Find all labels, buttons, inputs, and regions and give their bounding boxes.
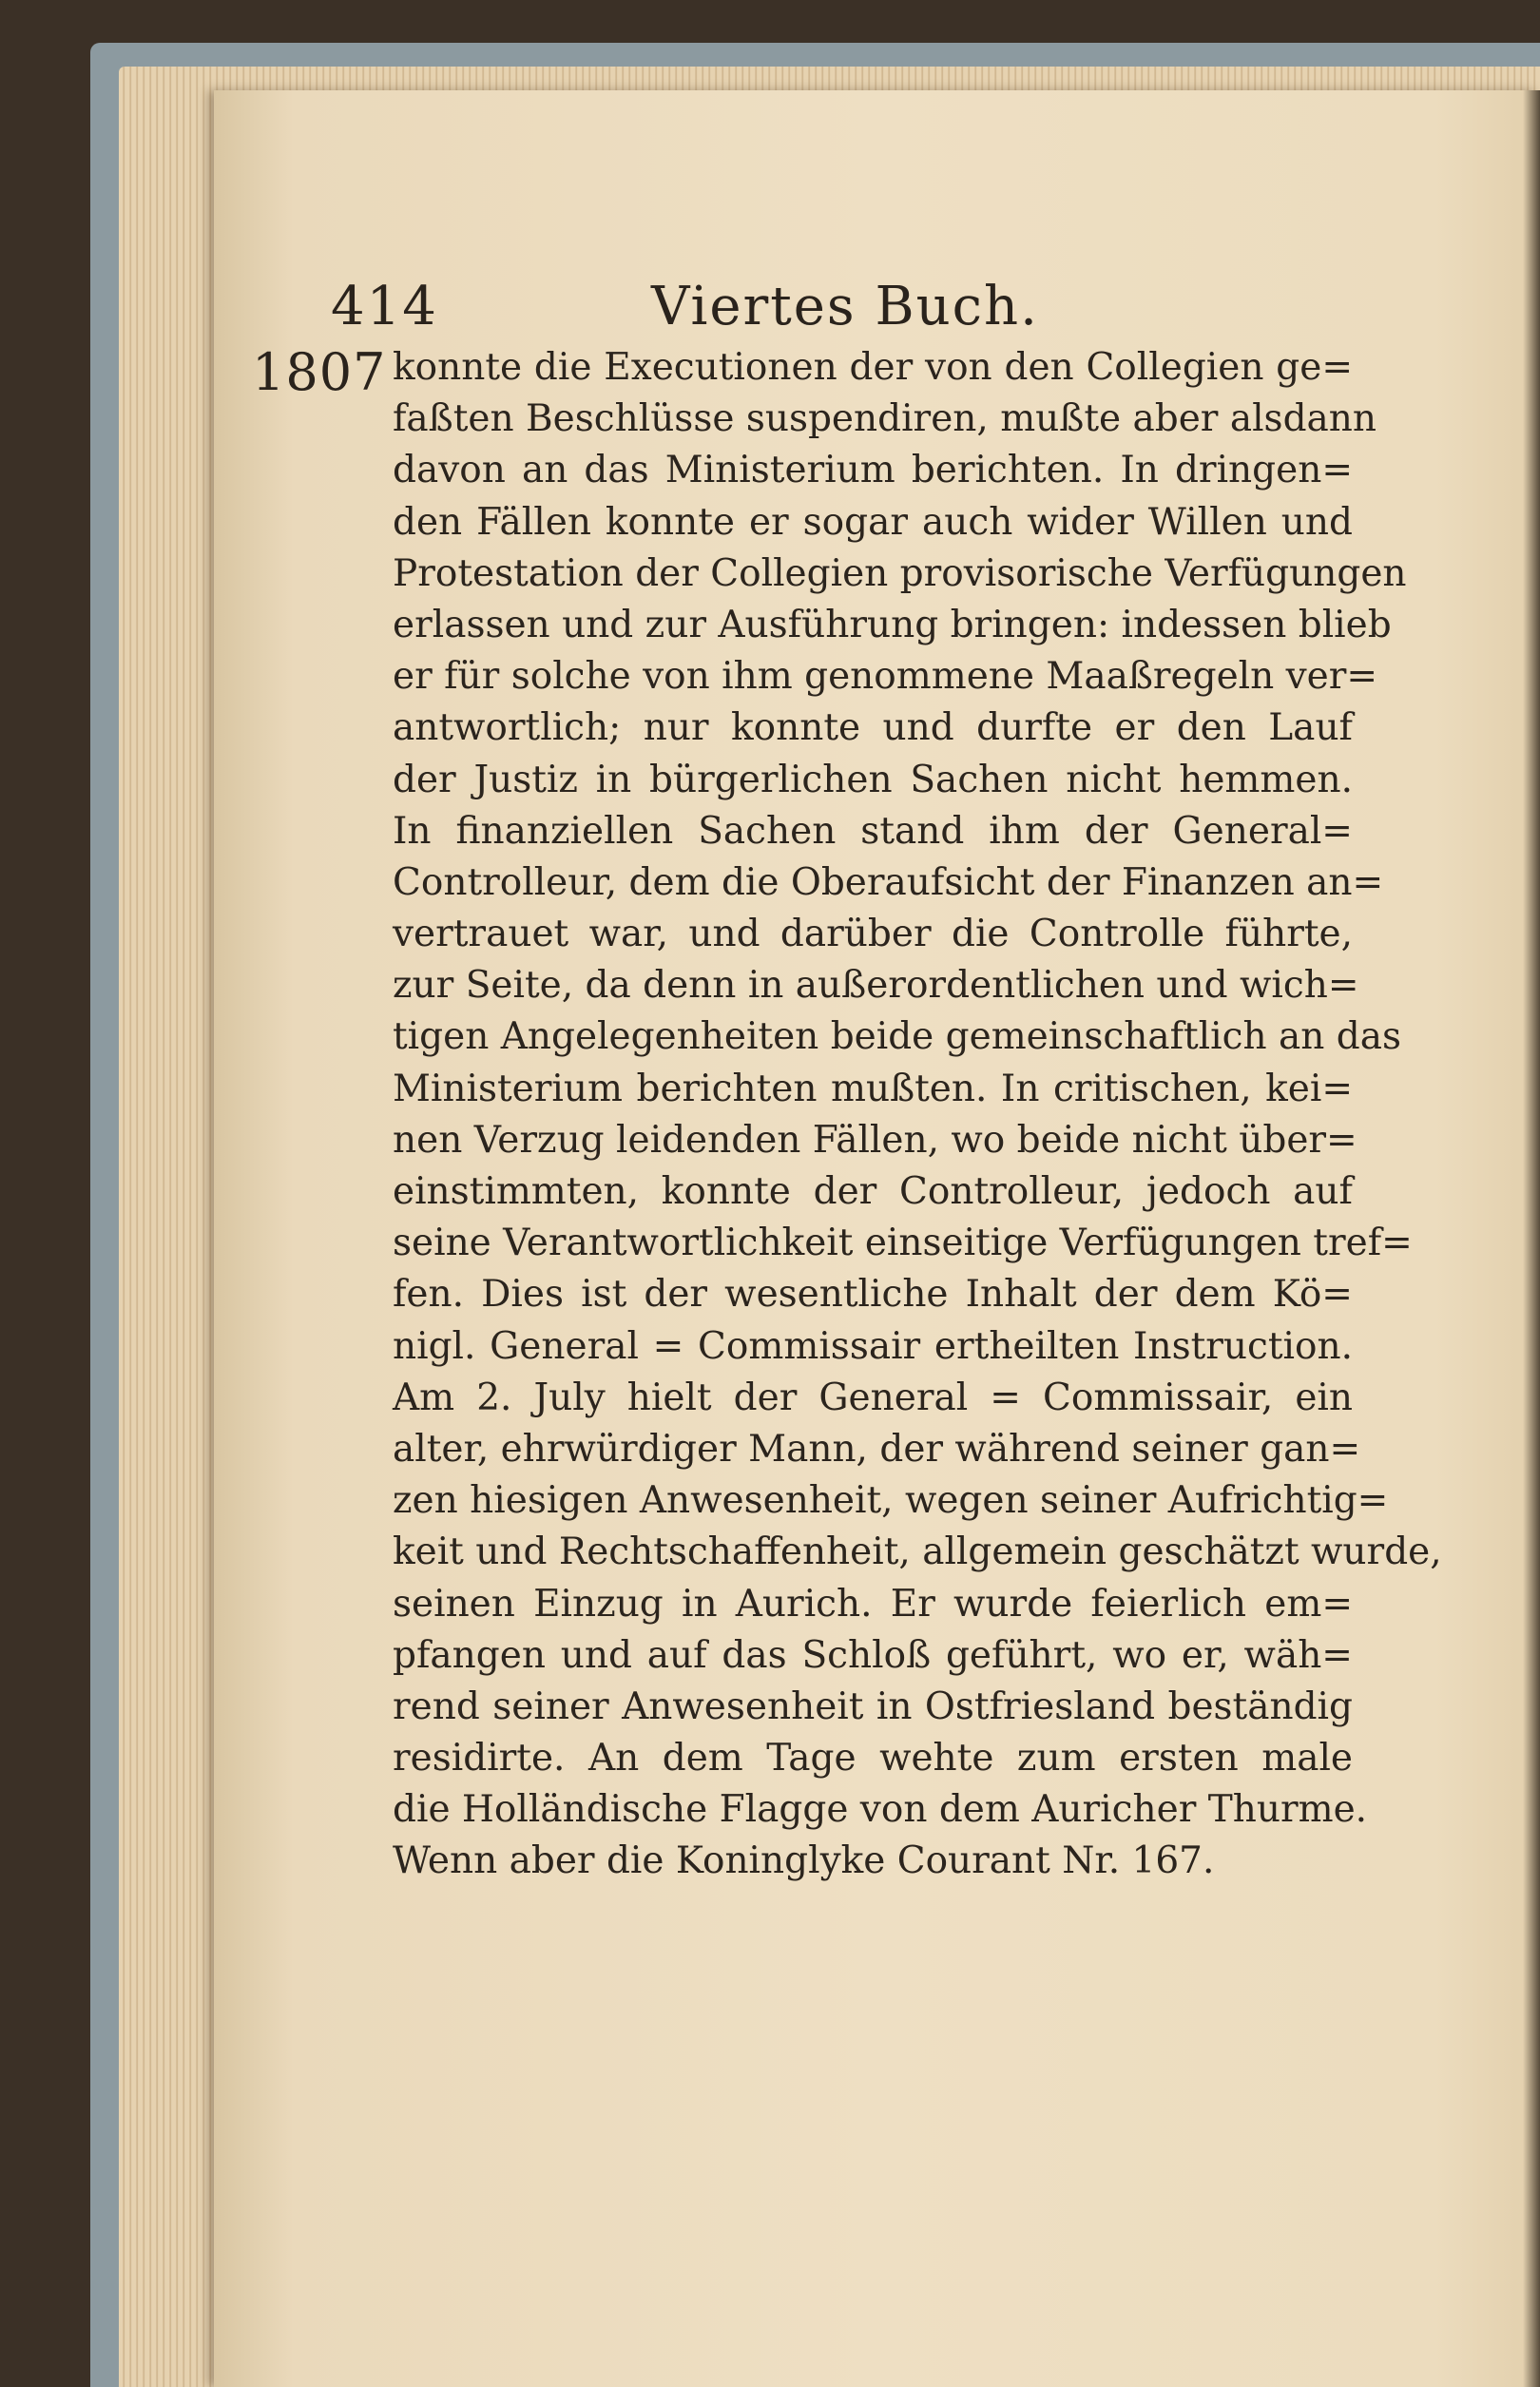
text-line: seine Verantwortlichkeit einseitige Verfügungen tref=	[393, 1222, 1413, 1265]
text-line: Am 2. July hielt der General = Commissair, ein	[393, 1376, 1353, 1419]
text-line: einstimmten, konnte der Controlleur, jedoch auf	[393, 1170, 1353, 1213]
text-line: pfangen und auf das Schloß geführt, wo er, wäh=	[393, 1633, 1353, 1677]
text-line: antwortlich; nur konnte und durfte er den Lauf	[393, 706, 1353, 750]
running-title: Viertes Buch.	[651, 276, 1039, 337]
text-line: Protestation der Collegien provisorische Verfügungen	[393, 551, 1407, 595]
text-line: die Holländische Flagge von dem Auricher Thurme.	[393, 1788, 1368, 1832]
text-line: fen. Dies ist der wesentliche Inhalt der dem Kö=	[393, 1273, 1353, 1317]
page-gutter-shadow	[1523, 90, 1540, 2387]
marginal-year: 1807	[252, 342, 387, 402]
text-line: rend seiner Anwesenheit in Ostfriesland beständig	[393, 1684, 1353, 1728]
text-line: konnte die Executionen der von den Collegien ge=	[393, 346, 1353, 389]
text-line: faßten Beschlüsse suspendiren, mußte aber alsdann	[393, 397, 1377, 441]
text-line: der Justiz in bürgerlichen Sachen nicht hemmen.	[393, 758, 1353, 801]
text-line: keit und Rechtschaffenheit, allgemein geschätzt wurde,	[393, 1530, 1442, 1574]
text-line: den Fällen konnte er sogar auch wider Willen und	[393, 500, 1353, 544]
page-number: 414	[331, 276, 438, 337]
text-line: davon an das Ministerium berichten. In dringen=	[393, 449, 1353, 492]
text-line: alter, ehrwürdiger Mann, der während seiner gan=	[393, 1427, 1361, 1471]
text-line: In finanziellen Sachen stand ihm der General=	[393, 809, 1353, 853]
text-line: seinen Einzug in Aurich. Er wurde feierlich em=	[393, 1582, 1353, 1626]
page-header	[214, 276, 1540, 352]
text-line: vertrauet war, und darüber die Controlle führte,	[393, 913, 1353, 956]
text-line: Wenn aber die Koninglyke Courant Nr. 167.	[393, 1839, 1215, 1883]
text-line: nen Verzug leidenden Fällen, wo beide nicht über=	[393, 1118, 1357, 1162]
text-line: Ministerium berichten mußten. In critischen, kei=	[393, 1067, 1353, 1110]
book-page	[214, 90, 1540, 2387]
text-line: er für solche von ihm genommene Maaßregeln ver=	[393, 655, 1378, 699]
text-line: nigl. General = Commissair ertheilten Instruction.	[393, 1324, 1353, 1368]
text-line: erlassen und zur Ausführung bringen: indessen blieb	[393, 603, 1392, 646]
body-text	[393, 342, 1442, 1888]
text-line: zen hiesigen Anwesenheit, wegen seiner Aufrichtig=	[393, 1479, 1389, 1523]
text-line: Controlleur, dem die Oberaufsicht der Finanzen an=	[393, 860, 1384, 904]
text-line: residirte. An dem Tage wehte zum ersten male	[393, 1737, 1353, 1781]
text-line: tigen Angelegenheiten beide gemeinschaftlich an das	[393, 1015, 1401, 1059]
text-line: zur Seite, da denn in außerordentlichen und wich=	[393, 964, 1359, 1008]
